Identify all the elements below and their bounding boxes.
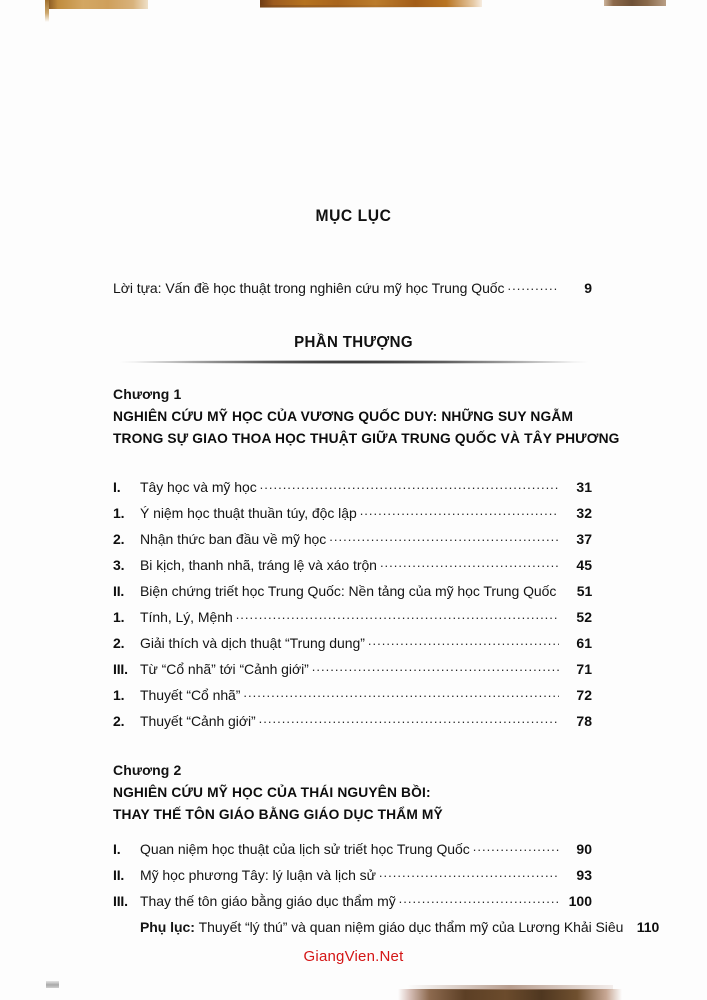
leader-dots — [368, 634, 559, 648]
toc-entry[interactable] — [113, 918, 660, 944]
toc-entry-page-number: 72 — [576, 687, 592, 703]
toc-entry-page-number: 90 — [576, 841, 592, 857]
toc-entry-number: III. — [113, 661, 128, 677]
toc-entry-label: Thay thế tôn giáo bằng giáo dục thẩm mỹ — [140, 893, 396, 909]
leader-dots — [259, 712, 559, 726]
toc-entry-page-number: 45 — [576, 557, 592, 573]
part-title: PHẦN THƯỢNG — [294, 334, 413, 351]
toc-entry-label: Quan niệm học thuật của lịch sử triết học Trung Quốc — [140, 841, 470, 857]
chapter-2-entry-list — [113, 840, 660, 944]
toc-entry-number: 1. — [113, 687, 125, 703]
toc-entry-preface[interactable] — [113, 279, 592, 296]
toc-entry-number: 1. — [113, 609, 125, 625]
toc-entry-number: I. — [113, 841, 121, 857]
toc-entry[interactable] — [113, 530, 592, 556]
toc-entry[interactable] — [113, 712, 592, 738]
toc-entry-label: Từ “Cổ nhã” tới “Cảnh giới” — [140, 661, 309, 677]
scan-speck-bottom-left — [46, 981, 59, 988]
leader-dots — [380, 556, 559, 570]
toc-entry-number: I. — [113, 479, 121, 495]
site-watermark: GiangVien.Net — [303, 948, 404, 965]
toc-entry-number: 3. — [113, 557, 125, 573]
toc-entry-label: Tây học và mỹ học — [140, 479, 257, 495]
toc-entry-page-number: 32 — [576, 505, 592, 521]
leader-dots — [243, 686, 559, 700]
toc-entry[interactable] — [113, 840, 592, 866]
toc-entry-number: II. — [113, 867, 125, 883]
scan-edge-artifact-top-left — [45, 0, 148, 9]
leader-dots — [508, 279, 560, 293]
preface-label: Lời tựa: Vấn đề học thuật trong nghiên cứu mỹ học Trung Quốc — [113, 280, 505, 296]
leader-dots — [260, 478, 559, 492]
preface-page-number: 9 — [584, 280, 592, 296]
toc-entry[interactable] — [113, 556, 592, 582]
preface-entry-row — [113, 279, 592, 296]
toc-entry-page-number: 110 — [636, 919, 660, 935]
toc-entry[interactable] — [113, 866, 592, 892]
toc-entry-number: II. — [113, 583, 125, 599]
toc-entry[interactable] — [113, 686, 592, 712]
toc-entry-rest-label: Thuyết “lý thú” và quan niệm giáo dục thẩm mỹ của Lương Khải Siêu — [198, 919, 624, 935]
toc-entry-label: Nhận thức ban đầu về mỹ học — [140, 531, 327, 547]
toc-entry-page-number: 71 — [576, 661, 592, 677]
toc-entry-label: Thuyết “Cổ nhã” — [140, 687, 241, 703]
scan-edge-artifact-bottom — [398, 989, 622, 1000]
leader-dots — [312, 660, 559, 674]
toc-entry[interactable] — [113, 582, 592, 608]
toc-entry[interactable] — [113, 660, 592, 686]
chapter-1-label: Chương 1 — [113, 386, 182, 402]
toc-entry-number: 2. — [113, 713, 125, 729]
scan-edge-artifact-top-right — [604, 0, 666, 6]
chapter-1-title-line-2: TRONG SỰ GIAO THOA HỌC THUẬT GIỮA TRUNG QUỐC VÀ TÂY PHƯƠNG — [113, 431, 620, 447]
toc-entry-page-number: 93 — [576, 867, 592, 883]
toc-entry-page-number: 31 — [576, 479, 592, 495]
leader-dots — [399, 892, 559, 906]
toc-entry-page-number: 78 — [576, 713, 592, 729]
chapter-2-title-line-1: NGHIÊN CỨU MỸ HỌC CỦA THÁI NGUYÊN BỒI: — [113, 785, 431, 801]
toc-entry[interactable] — [113, 634, 592, 660]
toc-entry-label — [140, 919, 626, 935]
toc-entry-number: 2. — [113, 635, 125, 651]
chapter-1-entry-list — [113, 478, 592, 738]
leader-dots — [236, 608, 559, 622]
toc-entry-label: Bi kịch, thanh nhã, tráng lệ và xáo trộn — [140, 557, 377, 573]
toc-entry-label: Giải thích và dịch thuật “Trung dung” — [140, 635, 365, 651]
toc-entry-page-number: 61 — [576, 635, 592, 651]
toc-entry[interactable] — [113, 504, 592, 530]
leader-dots — [473, 840, 559, 854]
toc-entry-page-number: 37 — [576, 531, 592, 547]
leader-dots — [329, 530, 559, 544]
chapter-2-title-line-2: THAY THẾ TÔN GIÁO BẰNG GIÁO DỤC THẨM MỸ — [113, 807, 443, 823]
toc-entry-page-number: 51 — [576, 583, 593, 599]
toc-entry[interactable] — [113, 892, 592, 918]
scan-edge-artifact-top-center — [260, 0, 482, 7]
chapter-1-heading-block — [113, 386, 620, 450]
toc-entry[interactable] — [113, 478, 592, 504]
toc-entry-label: Biện chứng triết học Trung Quốc: Nền tảng của mỹ học Trung Quốc — [140, 583, 557, 599]
toc-entry[interactable] — [113, 608, 592, 634]
toc-entry-label: Ý niệm học thuật thuần túy, độc lập — [140, 505, 357, 521]
toc-entry-page-number: 52 — [576, 609, 592, 625]
part-divider-rule — [118, 360, 590, 364]
toc-entry-page-number: 100 — [568, 893, 592, 909]
toc-entry-number: 2. — [113, 531, 125, 547]
toc-entry-number: 1. — [113, 505, 125, 521]
toc-entry-lead-label: Phụ lục: — [140, 919, 199, 935]
leader-dots — [379, 866, 559, 880]
chapter-2-label: Chương 2 — [113, 762, 182, 778]
chapter-2-heading-block — [113, 762, 592, 826]
toc-entry-label: Tính, Lý, Mệnh — [140, 609, 233, 625]
chapter-1-title-line-1: NGHIÊN CỨU MỸ HỌC CỦA VƯƠNG QUỐC DUY: NHỮNG SUY NGẪM — [113, 409, 574, 425]
toc-entry-label: Mỹ học phương Tây: lý luận và lịch sử — [140, 867, 376, 883]
toc-entry-number: III. — [113, 893, 128, 909]
leader-dots — [360, 504, 559, 518]
toc-entry-label: Thuyết “Cảnh giới” — [140, 713, 256, 729]
page-title: MỤC LỤC — [315, 206, 392, 225]
